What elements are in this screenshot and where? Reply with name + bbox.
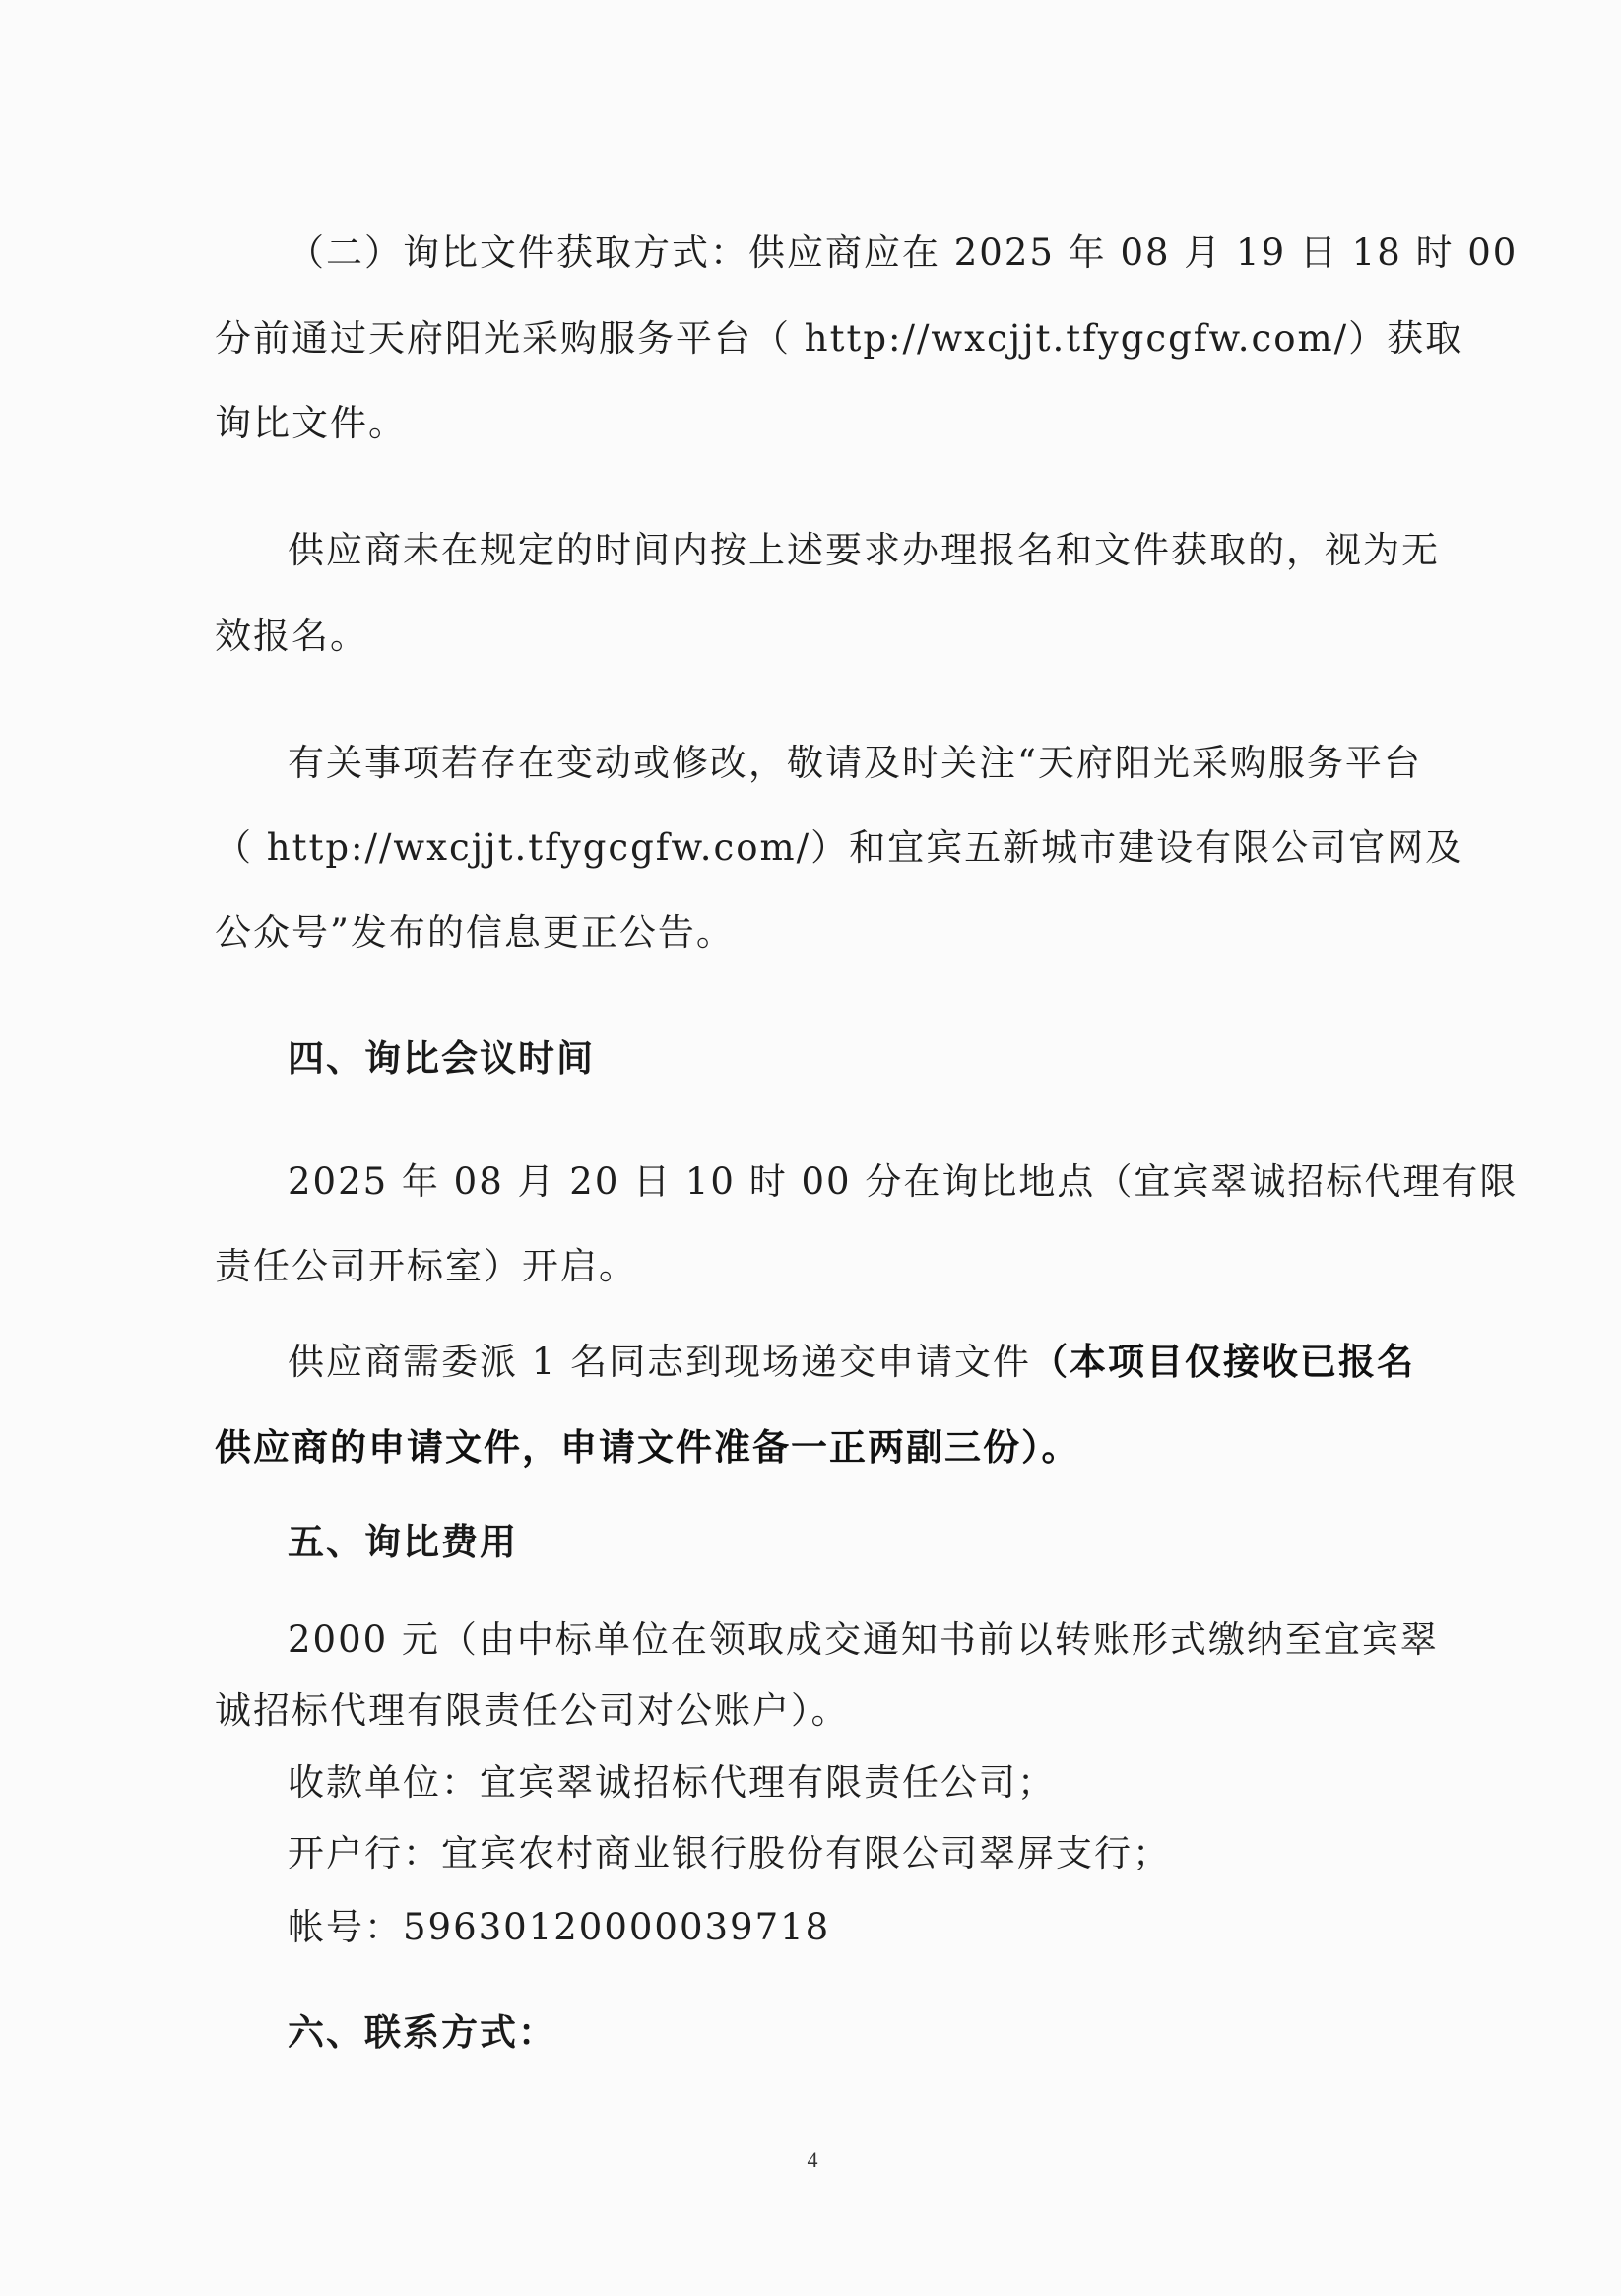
registration-notice-line-1: 供应商未在规定的时间内按上述要求办理报名和文件获取的，视为无	[288, 529, 1440, 571]
submission-text: 供应商需委派 1 名同志到现场递交申请文件	[288, 1341, 1032, 1383]
meeting-time-line-2: 责任公司开标室）开启。	[215, 1245, 637, 1287]
section6-heading: 六、联系方式：	[288, 2011, 556, 2054]
page-number: 4	[807, 2147, 818, 2172]
section5-heading: 五、询比费用	[288, 1521, 518, 1563]
fee-line-1: 2000 元（由中标单位在领取成交通知书前以转账形式缴纳至宜宾翠	[288, 1618, 1439, 1661]
meeting-time-line-1: 2025 年 08 月 20 日 10 时 00 分在询比地点（宜宾翠诚招标代理有限	[288, 1160, 1519, 1203]
fee-line-2: 诚招标代理有限责任公司对公账户）。	[215, 1689, 850, 1732]
section4-heading: 四、询比会议时间	[288, 1037, 595, 1080]
account-line: 帐号：59630120000039718	[288, 1906, 831, 1948]
submission-line-1	[288, 1339, 1415, 1386]
changes-notice-line-3: 公众号”发布的信息更正公告。	[215, 911, 735, 953]
payee-line: 收款单位：宜宾翠诚招标代理有限责任公司；	[288, 1761, 1056, 1804]
submission-line-2: 供应商的申请文件，申请文件准备一正两副三份）。	[215, 1426, 1080, 1469]
registration-notice-line-2: 效报名。	[215, 615, 368, 657]
section3-2-line-2: 分前通过天府阳光采购服务平台（ http://wxcjjt.tfygcgfw.com/）获取	[215, 317, 1464, 360]
changes-notice-line-1: 有关事项若存在变动或修改，敬请及时关注“天府阳光采购服务平台	[288, 742, 1422, 784]
section3-2-line-1: （二）询比文件获取方式：供应商应在 2025 年 08 月 19 日 18 时 00	[288, 231, 1519, 274]
section3-2-line-3: 询比文件。	[215, 402, 407, 444]
submission-emphasis: （本项目仅接收已报名	[1031, 1341, 1416, 1383]
changes-notice-line-2: （ http://wxcjjt.tfygcgfw.com/）和宜宾五新城市建设有限公司官网及	[215, 826, 1464, 869]
bank-line: 开户行：宜宾农村商业银行股份有限公司翠屏支行；	[288, 1832, 1171, 1874]
